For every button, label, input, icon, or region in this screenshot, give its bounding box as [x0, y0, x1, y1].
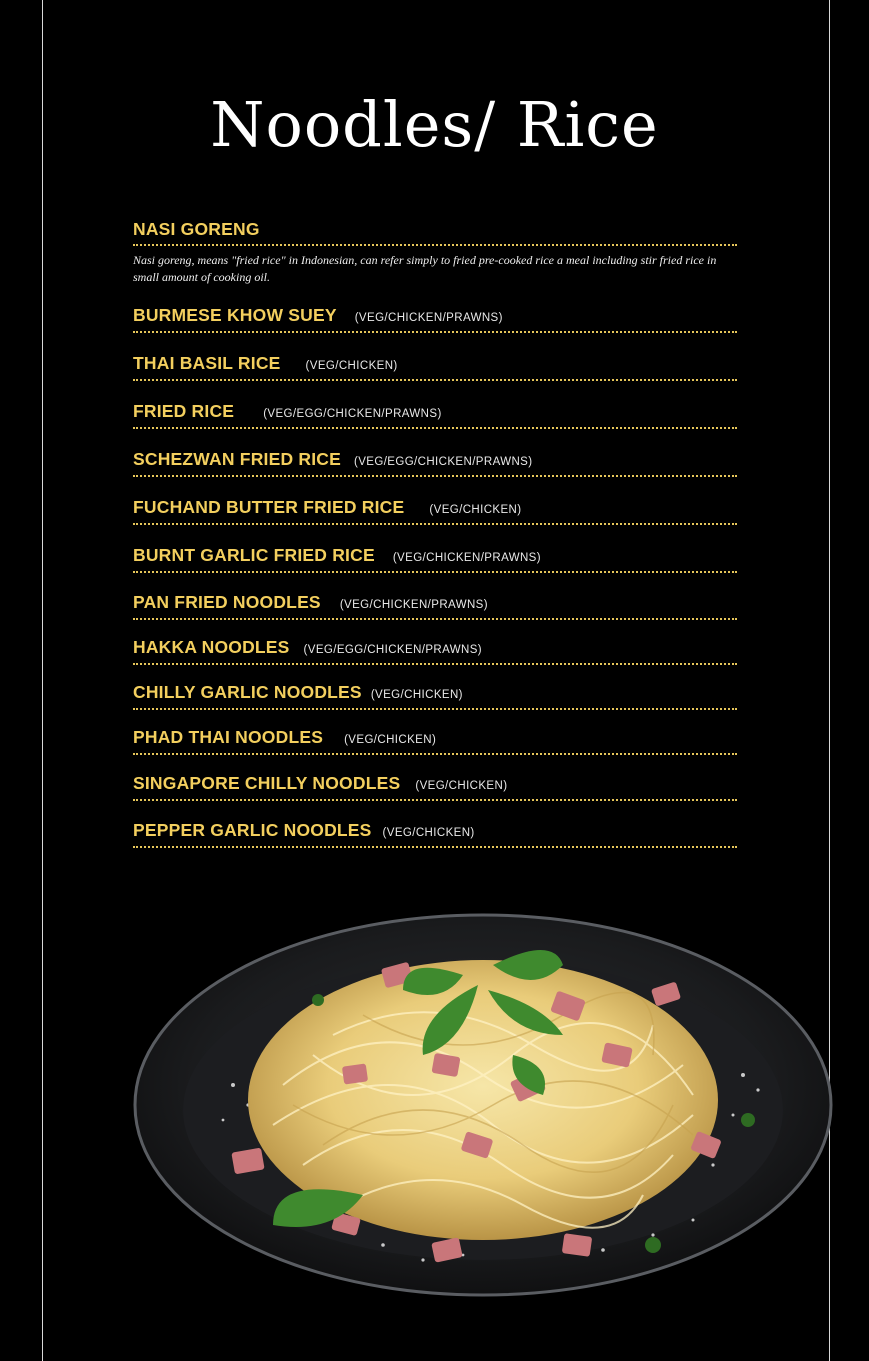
menu-item-burmese-khow-suey [133, 305, 737, 333]
menu-item-variants: (VEG/CHICKEN/PRAWNS) [354, 312, 503, 324]
menu-item-name: PEPPER GARLIC NOODLES [133, 820, 372, 840]
menu-item-name: SINGAPORE CHILLY NOODLES [133, 773, 401, 793]
menu-item-name: THAI BASIL RICE [133, 353, 281, 373]
menu-item-pepper-garlic-noodles [133, 820, 737, 848]
menu-item-pan-fried-noodles [133, 592, 737, 620]
menu-item-name: SCHEZWAN FRIED RICE [133, 449, 341, 469]
menu-item-name: NASI GORENG [133, 219, 260, 239]
menu-item-chilly-garlic-noodles [133, 682, 737, 710]
menu-item-name: HAKKA NOODLES [133, 637, 290, 657]
menu-item-name: PHAD THAI NOODLES [133, 727, 324, 747]
page-title: Noodles/ Rice [210, 88, 659, 161]
menu-item-name: BURNT GARLIC FRIED RICE [133, 545, 375, 565]
menu-item-name: FUCHAND BUTTER FRIED RICE [133, 497, 405, 517]
menu-item-thai-basil-rice [133, 353, 737, 381]
menu-item-name: CHILLY GARLIC NOODLES [133, 682, 362, 702]
menu-item-variants: (VEG/CHICKEN) [344, 734, 437, 746]
menu-item-phad-thai-noodles [133, 727, 737, 755]
menu-item-variants: (VEG/CHICKEN) [370, 689, 463, 701]
menu-item-variants: (VEG/CHICKEN) [382, 827, 475, 839]
menu-item-singapore-chilly-noodles [133, 773, 737, 801]
menu-item-variants: (VEG/EGG/CHICKEN/PRAWNS) [303, 644, 483, 656]
menu-item-name: BURMESE KHOW SUEY [133, 305, 337, 325]
menu-item-fried-rice [133, 401, 737, 429]
menu-item-nasi-goreng [133, 219, 737, 246]
menu-item-variants: (VEG/CHICKEN) [305, 360, 398, 372]
menu-item-name: FRIED RICE [133, 401, 235, 421]
menu-item-schezwan-fried-rice [133, 449, 737, 477]
menu-item-burnt-garlic-fried-rice [133, 545, 737, 573]
menu-item-variants: (VEG/CHICKEN/PRAWNS) [392, 552, 541, 564]
spaghetti-plate-photo [133, 905, 833, 1305]
menu-item-name: PAN FRIED NOODLES [133, 592, 321, 612]
menu-item-variants: (VEG/CHICKEN/PRAWNS) [339, 599, 488, 611]
menu-item-hakka-noodles [133, 637, 737, 665]
menu-item-fuchand-butter-fried-rice [133, 497, 737, 525]
page-border-left [42, 0, 43, 1361]
menu-item-variants: (VEG/CHICKEN) [415, 780, 508, 792]
menu-item-description: Nasi goreng, means "fried rice" in Indonesian, can refer simply to fried pre-cooked rice a meal including stir fried rice in small amount of cooking oil. [133, 253, 717, 284]
menu-item-variants: (VEG/EGG/CHICKEN/PRAWNS) [353, 456, 533, 468]
menu-item-variants: (VEG/CHICKEN) [429, 504, 522, 516]
menu-item-variants: (VEG/EGG/CHICKEN/PRAWNS) [263, 408, 442, 420]
